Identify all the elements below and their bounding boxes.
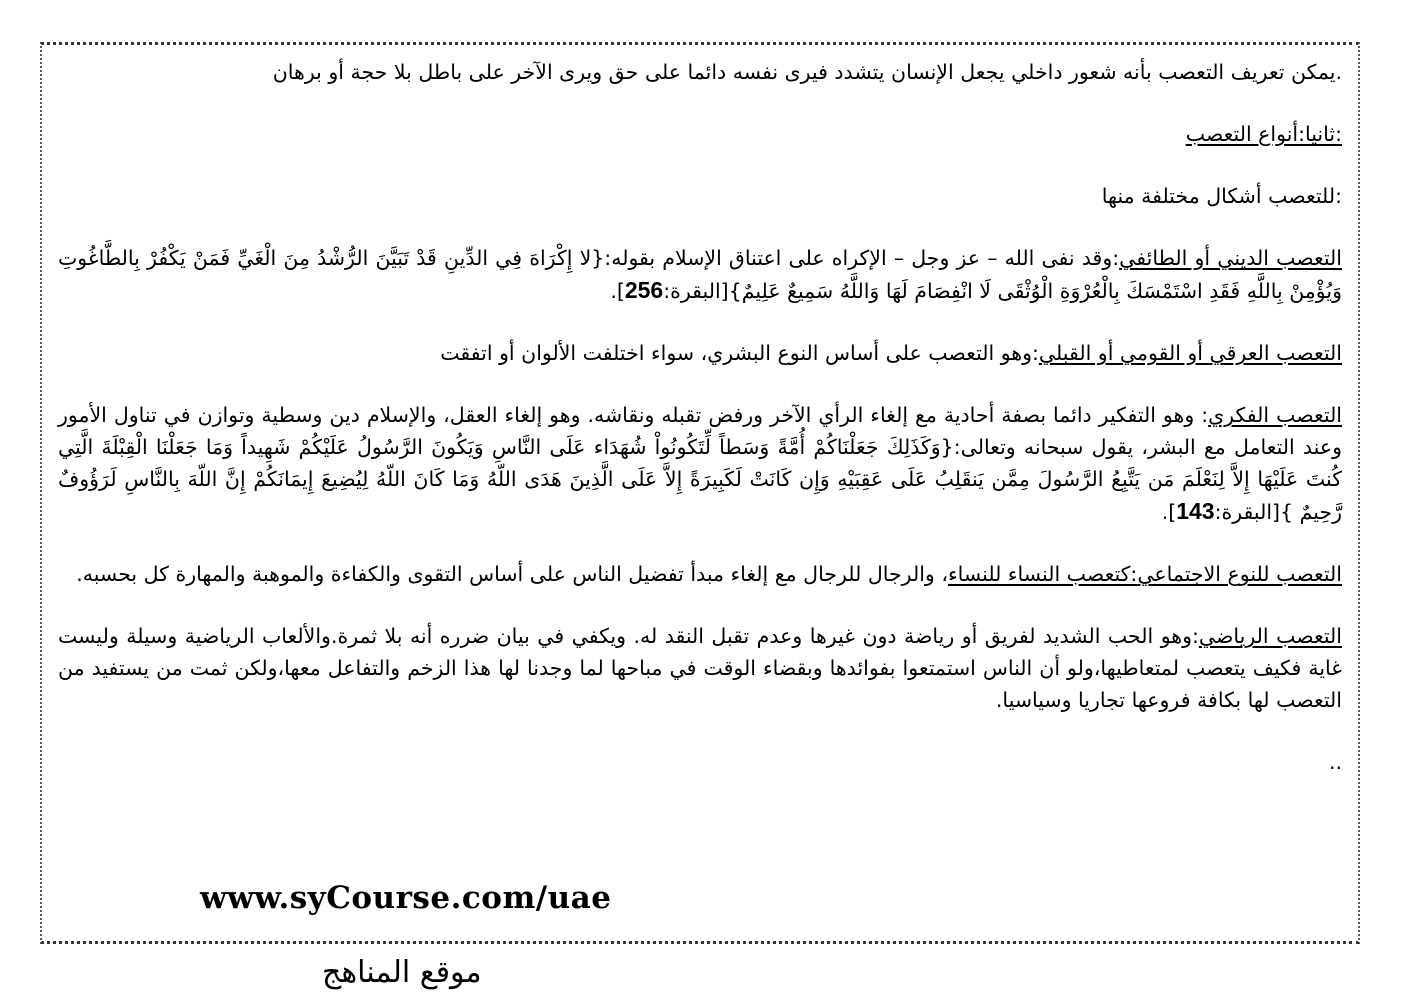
ethnic-body: :وهو التعصب على أساس النوع البشري، سواء اختلفت الألوان أو اتفقت (440, 341, 1039, 365)
religious-heading: التعصب الديني أو الطائفي (1119, 246, 1342, 270)
section-heading (58, 118, 1342, 150)
document-body (58, 56, 1342, 778)
gender-heading: التعصب للنوع الاجتماعي (1137, 562, 1342, 586)
intellectual-body: : وهو التفكير دائما بصفة أحادية مع إلغاء الرأي الآخر ورفض تقبله ونقاشه. وهو إلغاء العقل، والإسلام دين وسطية وتوازن في تناول الأمور وعند التعامل مع البشر، يقول سبحانه وتعالى:{وَكَذَلِكَ جَعَلْنَاكُمْ أُمَّةً وَسَطاً لِّتَكُونُواْ شُهَدَاء عَلَى النَّاسِ وَيَكُونَ الرَّسُولُ عَلَيْكُمْ شَهِيداً وَمَا جَعَلْنَا الْقِبْلَةَ الَّتِي كُنتَ عَلَيْهَا إِلاَّ لِنَعْلَمَ مَن يَتَّبِعُ الرَّسُولَ مِمَّن يَنقَلِبُ عَلَى عَقِبَيْهِ وَإِن كَانَتْ لَكَبِيرَةً إِلاَّ عَلَى الَّذِينَ هَدَى اللّهُ وَمَا كَانَ اللّهُ لِيُضِيعَ إِيمَانَكُمْ إِنَّ اللّهَ بِالنَّاسِ لَرَؤُوفٌ رَّحِيمٌ }[البقرة: (58, 403, 1342, 524)
gender-paragraph (58, 558, 1342, 590)
definition-text: .يمكن تعريف التعصب بأنه شعور داخلي يجعل الإنسان يتشدد فيرى نفسه دائما على حق ويرى الآخر على باطل بلا حجة أو برهان (272, 60, 1342, 84)
intellectual-end: ]. (1161, 500, 1177, 524)
religious-body: :وقد نفى الله – عز وجل – الإكراه على اعتناق الإسلام بقوله:{لا إِكْرَاهَ فِي الدِّينِ قَدْ تَبَيَّنَ الرُّشْدُ مِنَ الْغَيِّ فَمَنْ يَكْفُرْ بِالطَّاغُوتِ وَيُؤْمِنْ بِاللَّهِ فَقَدِ اسْتَمْسَكَ بِالْعُرْوَةِ الْوُثْقَى لَا انْفِصَامَ لَهَا وَاللَّهُ سَمِيعٌ عَلِيمٌ}[البقرة: (58, 246, 1342, 303)
religious-paragraph (58, 242, 1342, 307)
intro-text: :للتعصب أشكال مختلفة منها (1101, 184, 1342, 208)
ethnic-heading: التعصب العرقي أو القومي أو القبلي (1038, 341, 1342, 365)
intellectual-heading: التعصب الفكري (1208, 403, 1343, 427)
sports-heading: التعصب الرياضي (1198, 624, 1342, 648)
religious-verse-number: 256 (624, 277, 664, 303)
website-url: www.syCourse.com/uae (200, 880, 612, 916)
intro-paragraph (58, 180, 1342, 212)
intellectual-paragraph (58, 399, 1342, 528)
brand-name: موقع المناهج (322, 955, 482, 990)
intellectual-verse-number: 143 (1176, 498, 1215, 524)
sports-paragraph (58, 620, 1342, 716)
types-heading: :ثانيا:أنواع التعصب (1185, 122, 1342, 146)
sports-body: :وهو الحب الشديد لفريق أو رياضة دون غيرها وعدم تقبل النقد له. ويكفي في بيان ضرره أنه بلا ثمرة.والألعاب الرياضية وسيلة وليست غاية فكيف يتعصب لمتعاطيها،ولو أن الناس استمتعوا بفوائدها وبقضاء الوقت في مباحها لما وجدنا لها هذا الزخم والتفاعل معها،ولكن ثمت من يستفيد من التعصب لها بكافة فروعها تجاريا وسياسيا. (58, 624, 1342, 712)
trailing-dots: .. (1328, 750, 1342, 774)
definition-paragraph (58, 56, 1342, 88)
gender-body: ، والرجال للرجال مع إلغاء مبدأ تفضيل الناس على أساس التقوى والكفاءة والموهبة والمهارة كل بحسبه. (76, 562, 948, 586)
religious-end: ]. (610, 279, 625, 303)
ethnic-paragraph (58, 337, 1342, 369)
gender-underlined-body: :كتعصب النساء للنساء (947, 562, 1138, 586)
